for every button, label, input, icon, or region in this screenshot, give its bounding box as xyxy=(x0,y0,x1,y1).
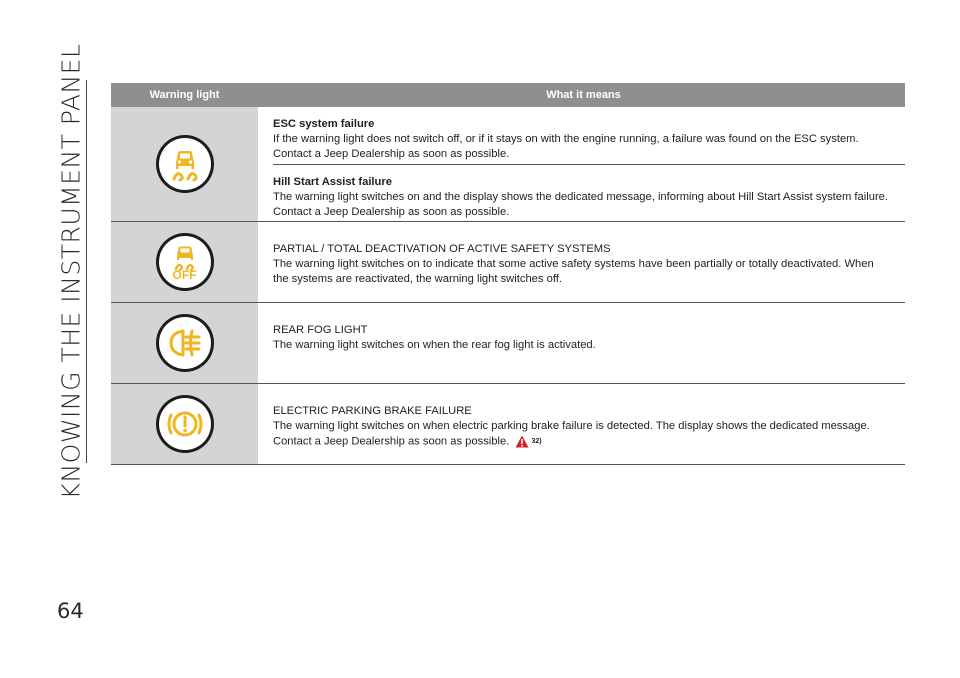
section-title-rule xyxy=(86,80,87,463)
icon-cell xyxy=(111,222,259,302)
icon-cell xyxy=(111,107,259,221)
entry-rear-fog xyxy=(273,303,905,368)
warning-reference xyxy=(515,434,541,449)
esc-skid-car-icon xyxy=(156,135,214,193)
section-title: KNOWING THE INSTRUMENT PANEL xyxy=(56,43,86,500)
entry-parking-brake xyxy=(273,384,905,464)
table-header xyxy=(111,83,905,107)
warning-lights-table xyxy=(111,83,905,465)
icon-cell xyxy=(111,303,259,383)
entry-text: The warning light switches on and the display shows the dedicated message, informing about Hill Start Assist system failure. Contact a Jeep Dealership as soon as possible. xyxy=(273,191,888,218)
entry-text: The warning light switches on when the rear fog light is activated. xyxy=(273,339,596,351)
section-title-vertical xyxy=(56,43,86,500)
text-cell xyxy=(259,222,905,302)
text-cell xyxy=(259,384,905,464)
table-row xyxy=(111,222,905,303)
entry-title: Hill Start Assist failure xyxy=(273,176,392,188)
table-row xyxy=(111,303,905,384)
entry-text: If the warning light does not switch off, or if it stays on with the engine running, a failure was found on the ESC system. Contact a Jeep Dealership as soon as possible. xyxy=(273,133,859,160)
entry-text: The warning light switches on to indicate that some active safety systems have been partially or totally deactivated. When the systems are reactivated, the warning light switches off. xyxy=(273,258,874,285)
warning-triangle-icon xyxy=(515,435,529,448)
reference-number: 32) xyxy=(531,438,542,445)
icon-cell xyxy=(111,384,259,464)
parking-brake-failure-icon xyxy=(156,395,214,453)
table-row xyxy=(111,107,905,222)
off-label: OFF xyxy=(172,268,197,282)
entry-hill-start-failure xyxy=(273,164,905,230)
entry-title: ESC system failure xyxy=(273,118,375,130)
esc-off-icon xyxy=(156,233,214,291)
text-cell xyxy=(259,303,905,383)
header-warning-light: Warning light xyxy=(149,89,220,101)
page-number: 64 xyxy=(57,599,84,623)
entry-safety-deactivation xyxy=(273,222,905,302)
rear-fog-light-icon xyxy=(156,314,214,372)
entry-esc-failure xyxy=(273,107,905,164)
entry-title: ELECTRIC PARKING BRAKE FAILURE xyxy=(273,405,472,417)
entry-title: REAR FOG LIGHT xyxy=(273,324,368,336)
entry-text: The warning light switches on when electric parking brake failure is detected. The display shows the dedicated message. Contact a Jeep Dealership as soon as possible. xyxy=(273,420,870,448)
header-what-it-means: What it means xyxy=(546,89,621,101)
text-cell xyxy=(259,107,905,221)
table-row xyxy=(111,384,905,465)
entry-title: PARTIAL / TOTAL DEACTIVATION OF ACTIVE SAFETY SYSTEMS xyxy=(273,243,611,255)
